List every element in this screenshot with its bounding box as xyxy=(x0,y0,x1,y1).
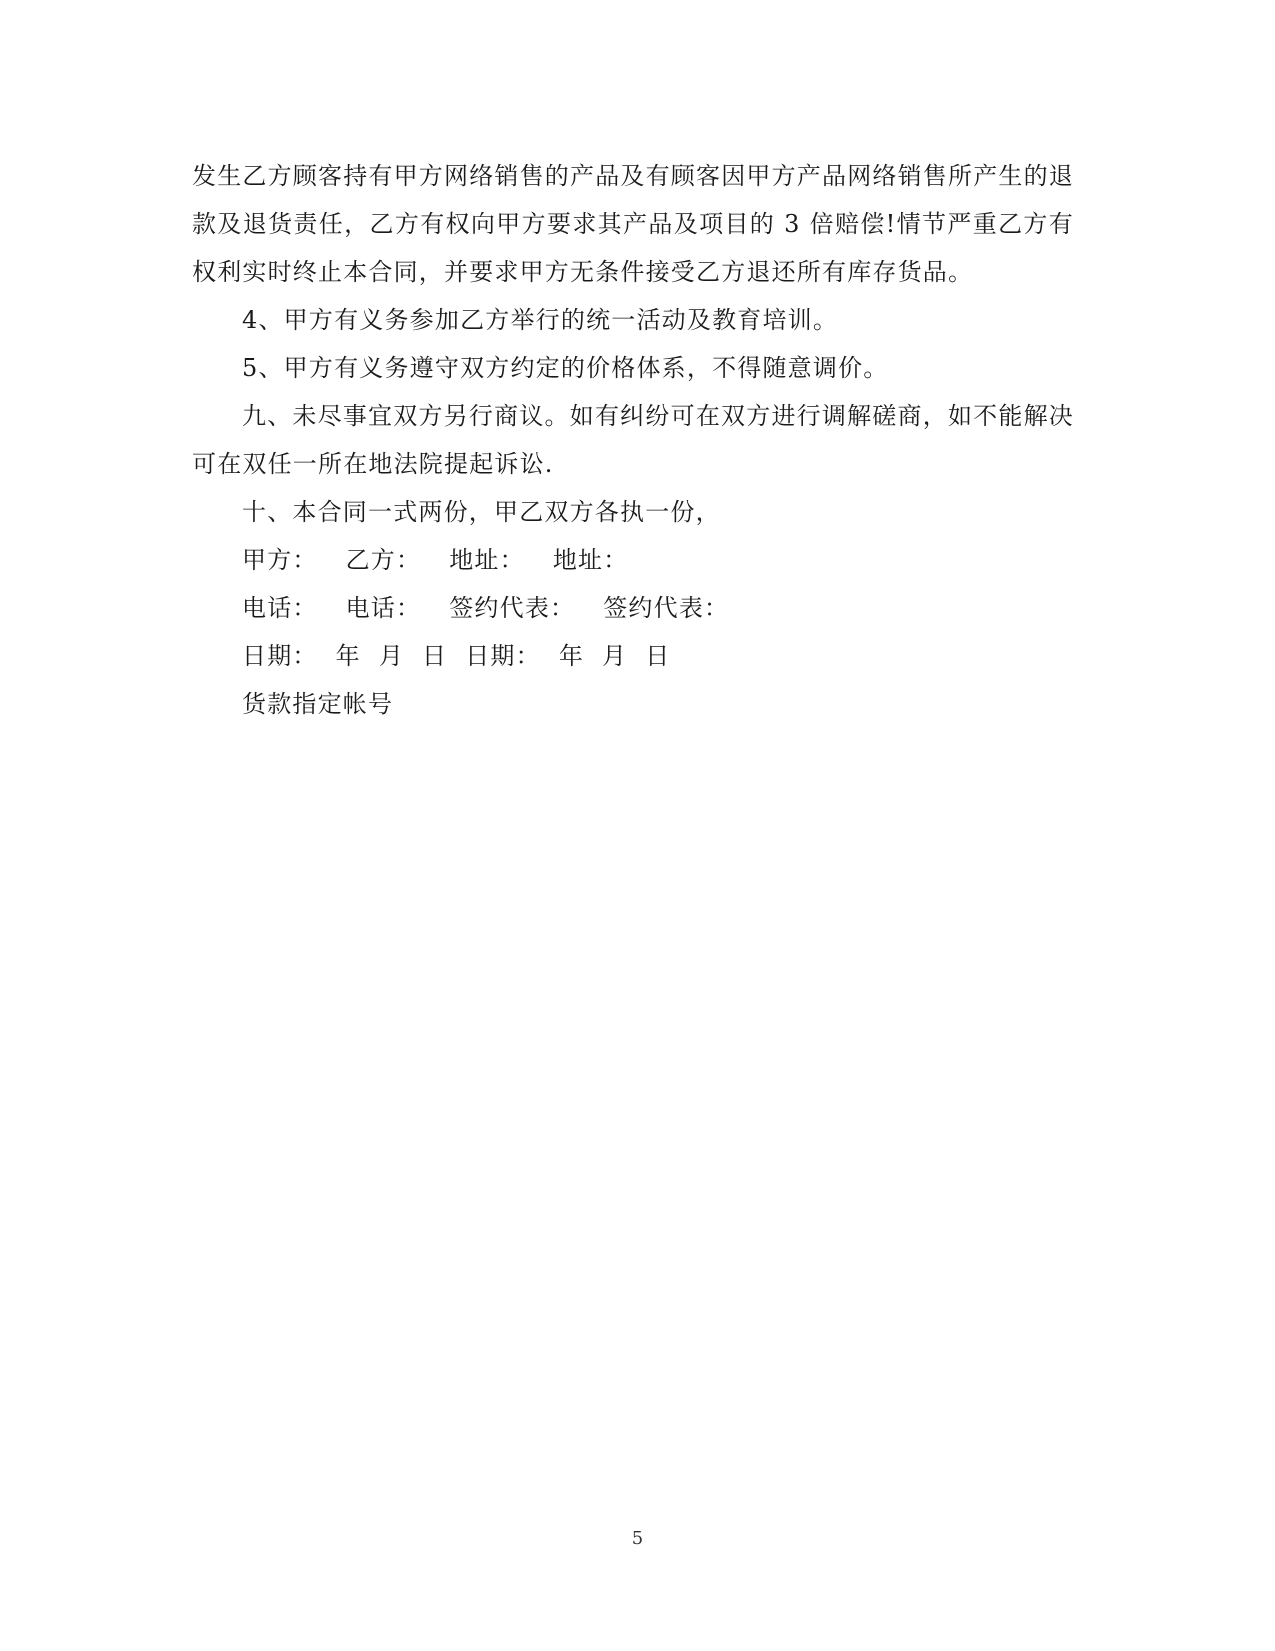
date-b-year: 年 xyxy=(558,642,585,670)
paragraph-clause-nine: 九、未尽事宜双方另行商议。如有纠纷可在双方进行调解磋商，如不能解决可在双任一所在地法院提起诉讼. xyxy=(192,402,1074,478)
account-row xyxy=(192,680,1074,728)
address-b-label: 地址： xyxy=(552,546,629,574)
date-a-year: 年 xyxy=(335,642,361,670)
date-b-month: 月 xyxy=(602,642,628,670)
page-number: 5 xyxy=(631,1528,644,1549)
date-b-label: 日期： xyxy=(465,642,541,670)
party-a-label: 甲方： xyxy=(242,546,318,574)
date-a-label: 日期： xyxy=(242,642,318,670)
signature-row-parties xyxy=(192,536,1074,584)
date-a-month: 月 xyxy=(378,642,405,670)
account-label: 货款指定帐号 xyxy=(242,690,394,718)
address-a-label: 地址： xyxy=(449,546,525,574)
date-b-day: 日 xyxy=(645,642,671,670)
paragraph-clause-4: 4、甲方有义务参加乙方举行的统一活动及教育培训。 xyxy=(242,306,839,334)
paragraph-refund-liability: 发生乙方顾客持有甲方网络销售的产品及有顾客因甲方产品网络销售所产生的退款及退货责任，乙方有权向甲方要求其产品及项目的 3 倍赔偿!情节严重乙方有权利实时终止本合同，并要求甲方无条件接受乙方退还所有库存货品。 xyxy=(192,162,1074,286)
date-a-day: 日 xyxy=(422,642,448,670)
paragraph-clause-ten: 十、本合同一式两份，甲乙双方各执一份， xyxy=(242,498,721,526)
phone-b-label: 电话： xyxy=(345,594,422,622)
phone-a-label: 电话： xyxy=(242,594,318,622)
representative-a-label: 签约代表： xyxy=(449,594,576,622)
paragraph-clause-5: 5、甲方有义务遵守双方约定的价格体系，不得随意调价。 xyxy=(242,354,889,382)
party-b-label: 乙方： xyxy=(345,546,422,574)
signature-row-contacts xyxy=(192,584,1074,632)
representative-b-label: 签约代表： xyxy=(603,594,730,622)
document-body xyxy=(192,152,1074,728)
signature-row-dates xyxy=(192,632,1074,680)
